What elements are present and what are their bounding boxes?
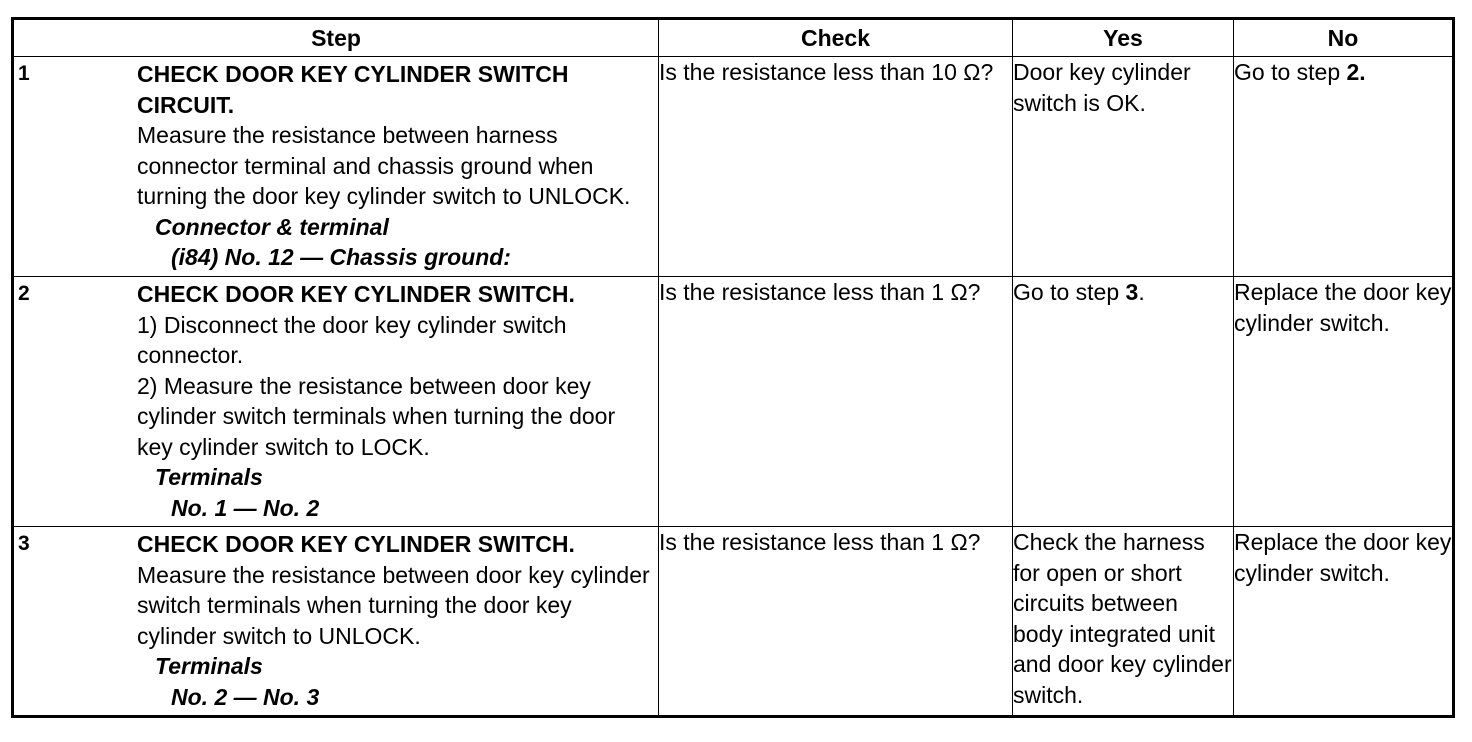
step-cell [13,527,659,717]
header-check: Check [659,19,1013,57]
step-instruction: 1) Disconnect the door key cylinder switch connector. [137,311,567,368]
spec-label: Terminals [155,464,263,490]
diagnostic-table [11,17,1455,718]
check-cell: Is the resistance less than 10 Ω? [659,57,1013,277]
check-cell: Is the resistance less than 1 Ω? [659,527,1013,717]
no-cell: Replace the door key cylinder switch. [1234,527,1454,717]
step-instruction: Measure the resistance between door key cylinder switch terminals when turning the door key cylinder switch to UNLOCK. [137,561,650,649]
step-reference: 3 [1125,279,1139,305]
no-cell: Replace the door key cylinder switch. [1234,277,1454,527]
spec-label: Terminals [155,653,263,679]
header-step: Step [13,19,659,57]
step-instruction: Measure the resistance between harness connector terminal and chassis ground when turning the door key cylinder switch to UNLOCK. [137,122,631,209]
yes-cell: Check the harness for open or short circuits between body integrated unit and door key cylinder switch. [1013,527,1234,717]
step-number: 1 [18,62,30,85]
header-yes: Yes [1013,19,1234,57]
yes-text: Go to step [1013,279,1126,305]
table-row [13,277,1454,527]
header-no: No [1234,19,1454,57]
spec-value: (i84) No. 12 — Chassis ground: [171,244,511,270]
step-cell [13,277,659,527]
spec-value: No. 1 — No. 2 [171,494,320,521]
table-row [13,57,1454,277]
no-cell [1234,57,1454,277]
step-cell [13,57,659,277]
step-reference: 2. [1346,59,1366,85]
step-instruction: 2) Measure the resistance between door key cylinder switch terminals when turning the door key cylinder switch to LOCK. [137,372,616,460]
check-cell: Is the resistance less than 1 Ω? [659,277,1013,527]
header-row [13,19,1454,57]
step-title: CHECK DOOR KEY CYLINDER SWITCH. [137,531,575,557]
step-number: 2 [18,282,30,305]
spec-value: No. 2 — No. 3 [171,683,320,710]
step-title: CHECK DOOR KEY CYLINDER SWITCH CIRCUIT. [137,61,569,118]
spec-label: Connector & terminal [155,213,389,240]
step-number: 3 [18,532,30,555]
table-row [13,527,1454,717]
yes-suffix: . [1138,279,1145,305]
step-title: CHECK DOOR KEY CYLINDER SWITCH. [137,281,575,307]
no-text: Go to step [1234,59,1347,85]
yes-cell: Door key cylinder switch is OK. [1013,57,1234,277]
yes-cell [1013,277,1234,527]
